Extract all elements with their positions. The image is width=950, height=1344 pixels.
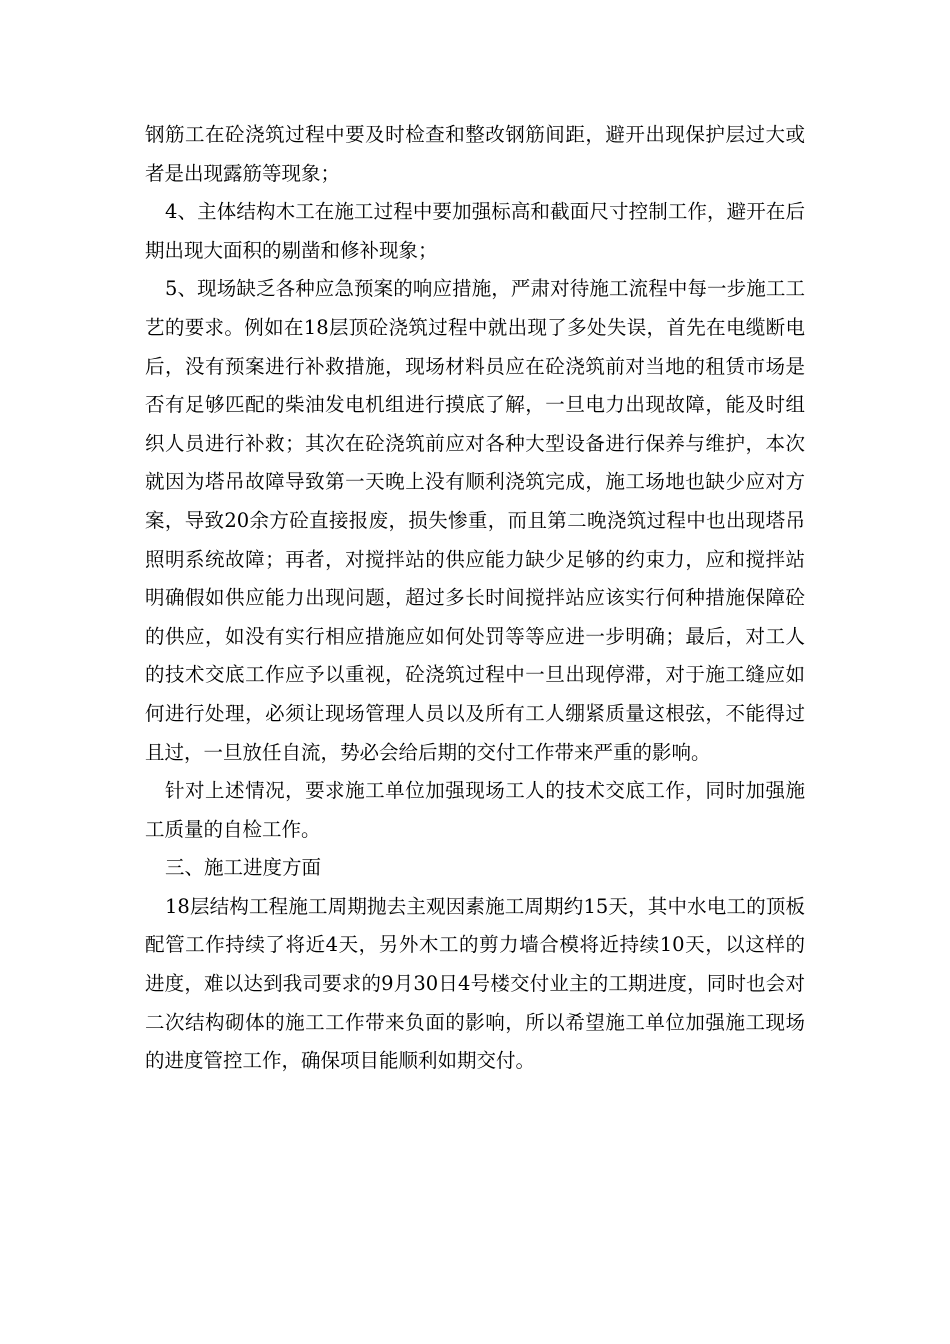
- paragraph-rebar-inspection: 钢筋工在砼浇筑过程中要及时检查和整改钢筋间距，避开出现保护层过大或者是出现露筋等现象；: [145, 123, 805, 185]
- section-heading-schedule: 三、施工进度方面: [165, 856, 322, 880]
- paragraph-schedule-details: 18层结构工程施工周期抛去主观因素施工周期约15天，其中水电工的顶板配管工作持续了将近4天，另外木工的剪力墙合模将近持续10天，以这样的进度，难以达到我司要求的9月30日4号楼交付业主的工期进度，同时也会对二次结构砌体的施工工作带来负面的影响，所以希望施工单位加强施工现场的进度管控工作，确保项目能顺利如期交付。: [145, 894, 805, 1073]
- paragraph-item-5-emergency-plans: 5、现场缺乏各种应急预案的响应措施，严肃对待施工流程中每一步施工工艺的要求。例如在18层顶砼浇筑过程中就出现了多处失误，首先在电缆断电后，没有预案进行补救措施，现场材料员应在砼浇筑前对当地的租赁市场是否有足够匹配的柴油发电机组进行摸底了解，一旦电力出现故障，能及时组织人员进行补救；其次在砼浇筑前应对各种大型设备进行保养与维护，本次就因为塔吊故障导致第一天晚上没有顺利浇筑完成，施工场地也缺少应对方案，导致20余方砼直接报废，损失惨重，而且第二晚浇筑过程中也出现塔吊照明系统故障；再者，对搅拌站的供应能力缺少足够的约束力，应和搅拌站明确假如供应能力出现问题，超过多长时间搅拌站应该实行何种措施保障砼的供应，如没有实行相应措施应如何处罚等等应进一步明确；最后，对工人的技术交底工作应予以重视，砼浇筑过程中一旦出现停滞，对于施工缝应如何进行处理，必须让现场管理人员以及所有工人绷紧质量这根弦，不能得过且过，一旦放任自流，势必会给后期的交付工作带来严重的影响。: [145, 277, 805, 764]
- document-body: [145, 116, 805, 1081]
- paragraph-requirements-summary: 针对上述情况，要求施工单位加强现场工人的技术交底工作，同时加强施工质量的自检工作。: [145, 779, 805, 841]
- paragraph-item-4-formwork: 4、主体结构木工在施工过程中要加强标高和截面尺寸控制工作，避开在后期出现大面积的剔凿和修补现象；: [145, 200, 805, 262]
